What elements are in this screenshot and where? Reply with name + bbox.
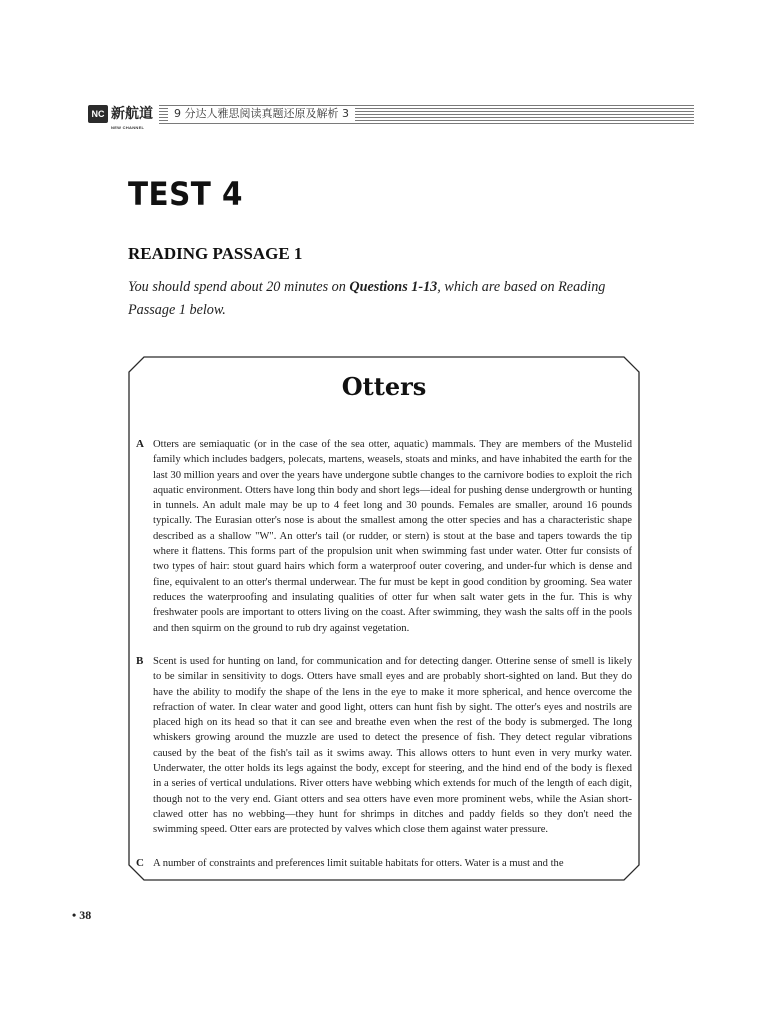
logo-subtitle: NEW CHANNEL	[111, 125, 145, 130]
instructions-before: You should spend about 20 minutes on	[128, 279, 350, 295]
paragraph-c	[136, 856, 632, 871]
passage-box	[128, 356, 640, 881]
publisher-logo	[88, 103, 159, 130]
paragraph-letter: B	[136, 655, 144, 667]
paragraph-text: Scent is used for hunting on land, for communication and for detecting danger. Otterine sense of smell is likely to be similar in sensitivity to dogs. Otters have small eyes and are probably short-sighted on land. But they do have the ability to modify the shape of the lens in the eye to make it more spherical, and hence overcome the refraction of water. In clear water and good light, otters can hunt fish by sight. The otter's eyes and nostrils are placed high on its head so that it can see and breathe even when the rest of the body is submerged. The long whiskers growing around the muzzle are used to detect the presence of fish. They detect regular vibrations caused by the beat of the fish's tail as it swims away. This allows otters to hunt even in very murky water. Underwater, the otter holds its legs against the body, except for steering, and the hind end of the body is flexed in a series of vertical undulations. River otters have webbing which extends for much of the length of each digit, though not to the very end. Giant otters and sea otters have even more prominent webs, while the Asian short-clawed otter has no webbing—they hunt for shrimps in ditches and paddy fields so they don't need the swimming speed. Otter ears are protected by valves which close them against water pressure.	[153, 656, 632, 836]
instructions-after: , which are based on Reading Passage 1 below.	[128, 279, 606, 318]
running-header	[88, 103, 694, 130]
paragraph-letter: C	[136, 857, 144, 869]
passage-heading: READING PASSAGE 1	[128, 244, 303, 263]
passage-title: Otters	[341, 372, 427, 401]
instructions-questions: Questions 1-13	[349, 279, 438, 295]
logo-name: 新航道	[111, 106, 153, 122]
logo-text	[111, 106, 153, 130]
book-title: 9 分达人雅思阅读真题还原及解析 3	[168, 106, 355, 122]
paragraph-letter: A	[136, 438, 144, 450]
paragraph-text: Otters are semiaquatic (or in the case of the sea otter, aquatic) mammals. They are members of the Mustelid family which includes badgers, polecats, martens, weasels, stoats and minks, and have inhabited the earth for the last 30 million years and over the years have undergone subtle changes to the carnivore bodies to exploit the rich aquatic environment. Otters have long thin body and short legs—ideal for pushing dense undergrowth or hunting in tunnels. An adult male may be up to 4 feet long and 30 pounds. Females are smaller, around 16 pounds typically. The Eurasian otter's nose is about the smallest among the otter species and has a characteristic shape described as a shallow "W". An otter's tail (or rudder, or stern) is stout at the base and tapers towards the tip where it flattens. This forms part of the propulsion unit when swimming fast under water. Otter fur consists of two types of hair: stout guard hairs which form a waterproof outer covering, and under-fur which is dense and fine, equivalent to an otter's thermal underwear. The fur must be kept in good condition by grooming. Sea water reduces the waterproofing and insulating qualities of otter fur when salt water gets in the fur. This is why freshwater pools are important to otters living on the coast. After swimming, they wash the salts off in the pools and then squirm on the ground to rub dry against vegetation.	[153, 439, 632, 634]
paragraph-text: A number of constraints and preferences limit suitable habitats for otters. Water is a must and the	[153, 858, 564, 869]
logo-badge: NC	[88, 105, 108, 123]
test-title: TEST 4	[128, 175, 243, 213]
paragraph-b	[136, 654, 632, 838]
page-number: • 38	[72, 908, 92, 922]
paragraph-a	[136, 437, 632, 636]
instructions	[128, 276, 648, 322]
